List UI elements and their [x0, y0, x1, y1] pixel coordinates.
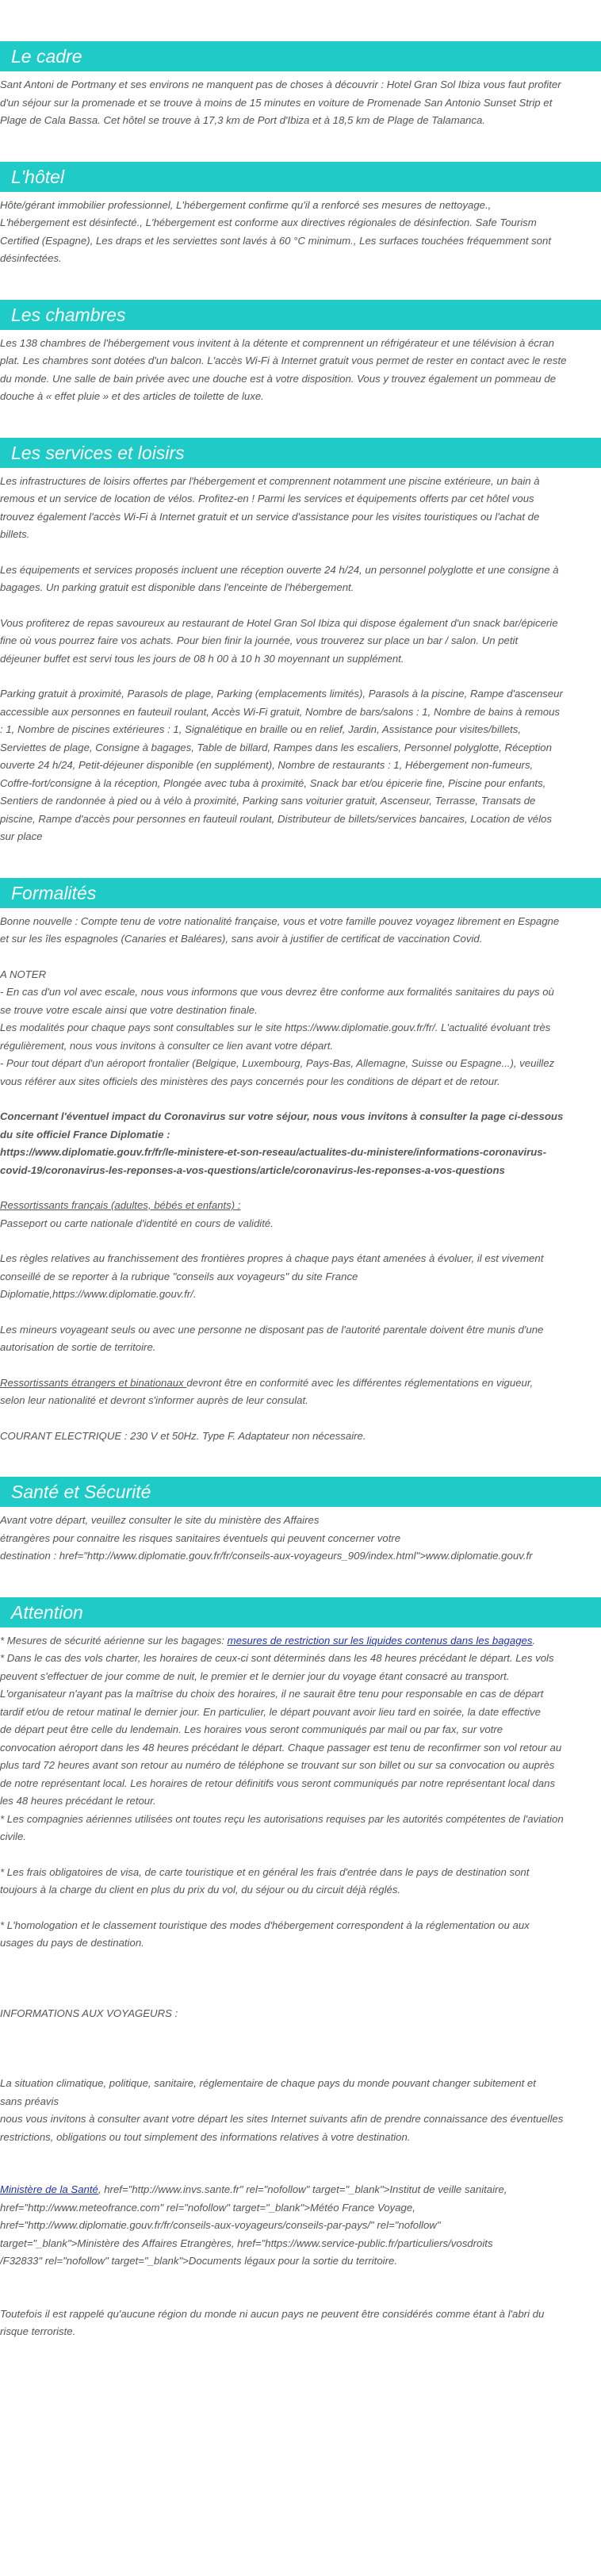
formalites-mineurs: Les mineurs voyageant seuls ou avec une personne ne disposant pas de l'autorité parentale doivent être munis d'une autorisation de sortie de territoire.: [0, 1323, 544, 1353]
attention-vols-charter: . * Dans le cas des vols charter, les horaires de ceux-ci sont déterminés dans les 48 heures précédant le départ. Les vols peuvent s'effectuer de jour comme de nuit, le premier et le dernier jour du voyage étant consacré au transport. L'organisateur n'ayant pas la maîtrise du choix des horaires, il ne saurait être tenu pour responsable en cas de départ tardif et/ou de retour matinal le dernier jour. En particulier, le départ pouvant avoir lieu tard en soirée, la date effective de départ peut être celle du lendemain. Les horaires vous seront communiqués par mail ou par fax, sur votre convocation aéroport dans les 48 heures précédant le départ. Chaque passager est tenu de reconfirmer son vol retour au plus tard 72 heures avant son retour au numéro de téléphone se trouvant sur son billet ou sur sa convocation ou auprès de notre représentant local. Les horaires de retour définitifs vous seront communiqués par notre représentant local dans les 48 heures précédant le retour. * Les compagnies aériennes utilisées ont toutes reçu les autorisations requises par les autorités compétentes de l'aviation civile.: [0, 1634, 564, 1842]
ressortissants-francais-heading: Ressortissants français (adultes, bébés et enfants) :: [0, 1199, 241, 1211]
attention-homologation: * L'homologation et le classement touristique des modes d'hébergement correspondent à la réglementation ou aux usages du pays de destination.: [0, 1919, 530, 1949]
formalites-frontieres: Les règles relatives au franchissement des frontières propres à chaque pays étant amenées à évoluer, il est vivement conseillé de se reporter à la rubrique "conseils aux voyageurs" du site France Diplomatie,https://www.diplomatie.gouv.fr/.: [0, 1252, 544, 1300]
formalites-note: A NOTER - En cas d'un vol avec escale, nous vous informons que vous devrez être conforme aux formalités sanitaires du pays où se trouve votre escale ainsi que votre destination finale. Les modalités pour chaque pays sont consultables sur le site https://www.diplomatie.gouv.fr/fr/. L'actualité évoluant très régulièrement, nous vous invitons à consulter ce lien avant votre départ. - Pour tout départ d'un aéroport frontalier (Belgique, Luxembourg, Pays-Bas, Allemagne, Suisse ou Espagne...), veuillez vous référer aux sites officiels des ministères des pays concernés pour les conditions de départ et de retour.: [0, 968, 555, 1087]
attention-situation: La situation climatique, politique, sanitaire, réglementaire de chaque pays du monde pouvant changer subitement et sans préavis nous vous invitons à consulter avant votre départ les sites Internet suivants afin de prendre connaissance des éventuelles restrictions, obligations ou tout simplement des informations relatives à votre destination.: [0, 2077, 564, 2143]
services-text-3: Vous profiterez de repas savoureux au restaurant de Hotel Gran Sol Ibiza qui dispose également d'un snack bar/épicerie fine où vous pourrez faire vos achats. Pour bien finir la journée, vous trouverez sur place un bar / salon. Un petit déjeuner buffet est servi tous les jours de 08 h 00 à 10 h 30 moyennant un supplément.: [0, 616, 558, 665]
ressortissants-francais-text: Passeport ou carte nationale d'identité en cours de validité.: [0, 1217, 274, 1229]
attention-links-rest: , href="http://www.invs.sante.fr" rel="nofollow" target="_blank">Institut de veille sanitaire, href="http://www.meteofrance.com" rel="nofollow" target="_blank">Météo France Voyage, href="http://www.diplomatie.gouv.fr/fr/conseils-aux-voyageurs/conseils-par-pays/" rel="nofollow" target="_blank">Ministère des Affaires Etrangères, href="https://www.service-public.fr/particuliers/vosdroits /F32833" rel="nofollow" target="_blank">Documents légaux pour la sortie du territoire.: [0, 2183, 507, 2267]
services-text-1: Les infrastructures de loisirs offertes par l'hébergement et comprennent notamment une piscine extérieure, un bain à remous et un service de location de vélos. Profitez-en ! Parmi les services et équipements offerts par cet hôtel vous trouvez également l'accès Wi-Fi à Internet gratuit et un service d'assistance pour les visites touristiques ou l'achat de billets.: [0, 474, 540, 540]
attention-terrorisme: Toutefois il est rappelé qu'aucune région du monde ni aucun pays ne peuvent être considérés comme étant à l'abri du risque terroriste.: [0, 2307, 545, 2337]
section-title-sante: Santé et Sécurité: [0, 1477, 601, 1507]
section-title-hotel: L'hôtel: [0, 162, 601, 192]
ressortissants-etrangers-heading: Ressortissants étrangers et binationaux: [0, 1376, 187, 1389]
attention-visa: * Les frais obligatoires de visa, de carte touristique et en général les frais d'entrée dans le pays de destination sont toujours à la charge du client en plus du prix du vol, du séjour ou du circuit déjà réglés.: [0, 1865, 530, 1896]
chambres-text: Les 138 chambres de l'hébergement vous invitent à la détente et comprennent un réfrigérateur et une télévision à écran plat. Les chambres sont dotées d'un balcon. L'accès Wi-Fi à Internet gratuit vous permet de rester en contact avec le reste du monde. Une salle de bain privée avec une douche est à votre disposition. Vous y trouvez également un pommeau de douche à « effet pluie » et des articles de toilette de luxe.: [0, 336, 567, 402]
hotel-text: Hôte/gérant immobilier professionnel, L'hébergement confirme qu'il a renforcé ses mesures de nettoyage., L'hébergement est désinfecté., L'hébergement est conforme aux directives régionales de désinfection. Safe Tourism Certified (Espagne), Les draps et les serviettes sont lavés à 60 °C minimum., Les surfaces touchées fréquemment sont désinfectées.: [0, 198, 552, 264]
ministere-sante-link[interactable]: Ministère de la Santé: [0, 2183, 98, 2195]
sante-text: Avant votre départ, veuillez consulter le site du ministère des Affaires étrangères pour connaitre les risques sanitaires éventuels qui peuvent concerner votre destination : href="http://www.diplomatie.gouv.fr/fr/conseils-aux-voyageurs_909/index.html">www.diplomatie.gouv.fr: [0, 1514, 533, 1562]
formalites-courant: COURANT ELECTRIQUE : 230 V et 50Hz. Type F. Adaptateur non nécessaire.: [0, 1429, 366, 1442]
formalites-coronavirus: Concernant l'éventuel impact du Coronavirus sur votre séjour, nous vous invitons à consulter la page ci-dessous du site officiel France Diplomatie : https://www.diplomatie.gouv.fr/fr/le-ministere-et-son-reseau/actualites-du-ministere/informations-coronavirus- covid-19/coronavirus-les-reponses-a-vos-questions/article/coronavirus-les-reponses-a-vos-questions: [0, 1110, 564, 1176]
section-title-services: Les services et loisirs: [0, 438, 601, 468]
section-title-formalites: Formalités: [0, 878, 601, 908]
ressortissants-etrangers-text: devront être en conformité avec les différentes réglementations en vigueur, selon leur nationalité et devront s'informer auprès de leur consulat.: [0, 1376, 534, 1406]
liquids-restriction-link[interactable]: mesures de restriction sur les liquides contenus dans les bagages: [227, 1634, 533, 1646]
section-title-attention: Attention: [0, 1597, 601, 1627]
formalites-ressortissants-francais: [0, 1197, 601, 1232]
section-title-cadre: Le cadre: [0, 41, 601, 71]
attention-info-voyageurs: INFORMATIONS AUX VOYAGEURS :: [0, 2007, 178, 2019]
services-amenities-list: Parking gratuit à proximité, Parasols de plage, Parking (emplacements limités), Parasols à la piscine, Rampe d'ascenseur accessible aux personnes en fauteuil roulant, Accès Wi-Fi gratuit, Nombre de bars/salons : 1, Nombre de bains à remous : 1, Nombre de piscines extérieures : 1, Signalétique en braille ou en relief, Jardin, Assistance pour visites/billets, Serviettes de plage, Consigne à bagages, Table de billard, Rampes dans les escaliers, Personnel polyglotte, Réception ouverte 24 h/24, Petit-déjeuner disponible (en supplément), Nombre de restaurants : 1, Hébergement non-fumeurs, Coffre-fort/consigne à la réception, Plongée avec tuba à proximité, Snack bar et/ou épicerie fine, Piscine pour enfants, Sentiers de randonnée à pied ou à vélo à proximité, Parking sans voiturier gratuit, Ascenseur, Terrasse, Transats de piscine, Rampe d'accès pour personnes en fauteuil roulant, Distributeur de billets/services bancaires, Location de vélos sur place: [0, 688, 563, 842]
services-text-2: Les équipements et services proposés incluent une réception ouverte 24 h/24, un personnel polyglotte et une consigne à bagages. Un parking gratuit est disponible dans l'enceinte de l'hébergement.: [0, 563, 559, 593]
formalites-text-1: Bonne nouvelle : Compte tenu de votre nationalité française, vous et votre famille pouvez voyagez librement en Espagne et sur les îles espagnoles (Canaries et Baléares), sans avoir à justifier de certificat de vaccination Covid.: [0, 914, 560, 945]
section-title-chambres: Les chambres: [0, 300, 601, 330]
cadre-text: Sant Antoni de Portmany et ses environs ne manquent pas de choses à découvrir : Hotel Gran Sol Ibiza vous faut profiter d'un séjour sur la promenade et se trouve à moins de 15 minutes en voiture de Promenade San Antonio Sunset Strip et Plage de Cala Bassa. Cet hôtel se trouve à 17,3 km de Port d'Ibiza et à 18,5 km de Plage de Talamanca.: [0, 79, 561, 126]
attention-text-1: [0, 1632, 601, 1846]
formalites-etrangers: [0, 1374, 601, 1410]
attention-links: [0, 2181, 601, 2271]
attention-bagages-intro: * Mesures de sécurité aérienne sur les bagages:: [0, 1634, 228, 1646]
